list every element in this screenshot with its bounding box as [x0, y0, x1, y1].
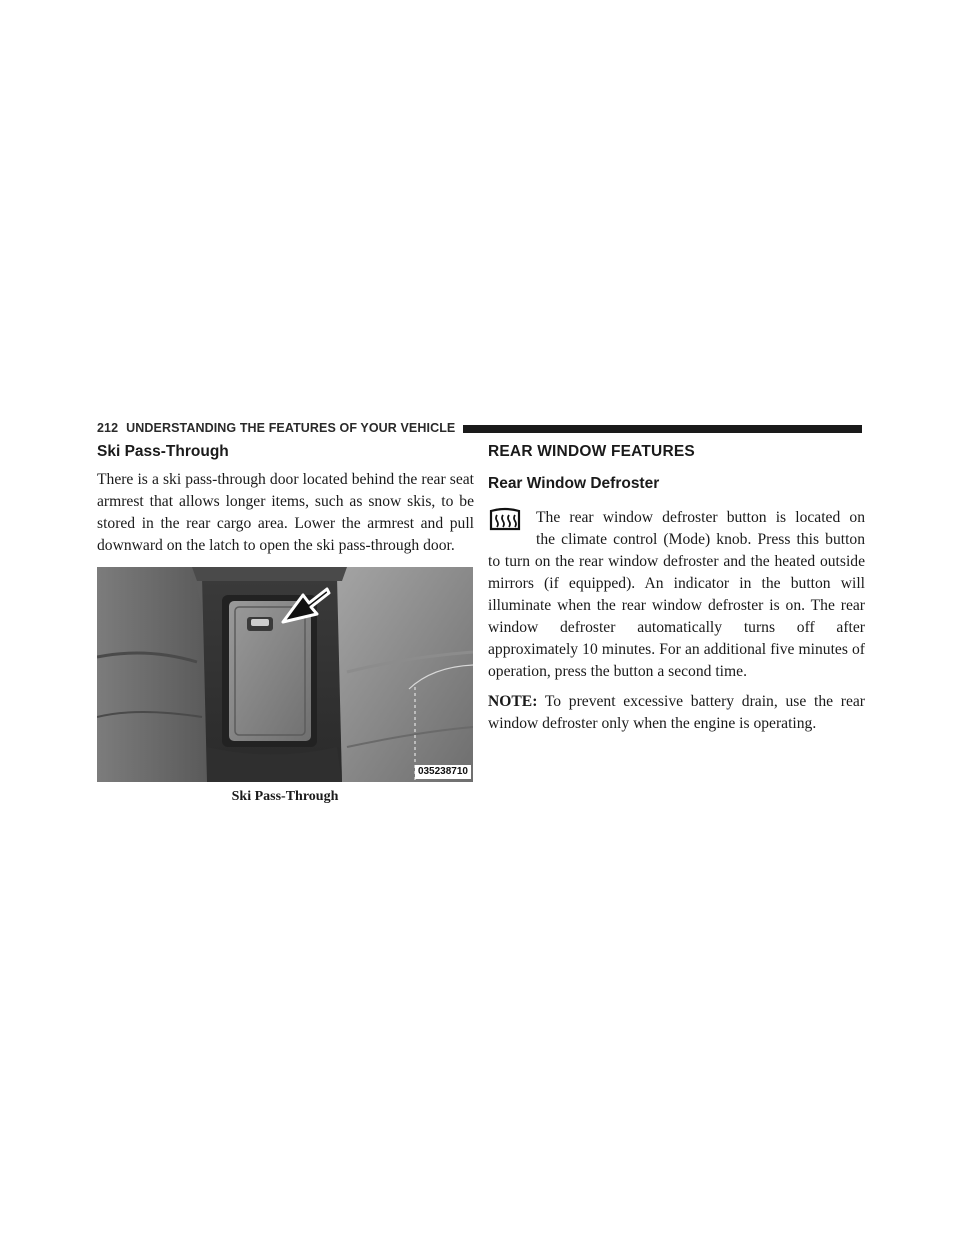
right-column: [488, 443, 865, 735]
rear-window-defroster-heading: Rear Window Defroster: [488, 475, 660, 492]
rear-window-features-heading: REAR WINDOW FEATURES: [488, 443, 695, 460]
figure-caption: Ski Pass-Through: [231, 789, 339, 804]
image-code: 035238710: [415, 765, 471, 779]
page-header: [97, 419, 862, 437]
chapter-title: UNDERSTANDING THE FEATURES OF YOUR VEHICLE: [126, 421, 456, 435]
header-rule: [463, 425, 862, 433]
ski-pass-through-photo: [97, 567, 473, 782]
note-text: To prevent excessive battery drain, use the rear window defroster only when the engine is operating.: [488, 693, 865, 732]
note-paragraph: [488, 691, 865, 735]
rear-defroster-icon: [488, 507, 522, 533]
left-column: [97, 443, 474, 557]
note-label: NOTE:: [488, 693, 538, 710]
page-number: 212: [97, 421, 119, 435]
defroster-line-2: the climate control (Mode) knob. Press this button: [536, 531, 865, 548]
ski-pass-through-paragraph: There is a ski pass-through door located behind the rear seat armrest that allows longer items, such as snow skis, to be stored in the rear cargo area. Lower the armrest and pull downward on the latch to open the ski pass-through door.: [97, 471, 474, 554]
ski-pass-through-heading: Ski Pass-Through: [97, 443, 229, 460]
defroster-line-1: The rear window defroster button is located on: [536, 509, 865, 526]
armrest-illustration: [97, 567, 473, 782]
defroster-paragraph: to turn on the rear window defroster and the heated outside mirrors (if equipped). An indicator in the button will illuminate when the rear window defroster is on. The rear window defroster automatically turns off after approximately 10 minutes. For an additional five minutes of operation, press the button a second time.: [488, 553, 865, 680]
